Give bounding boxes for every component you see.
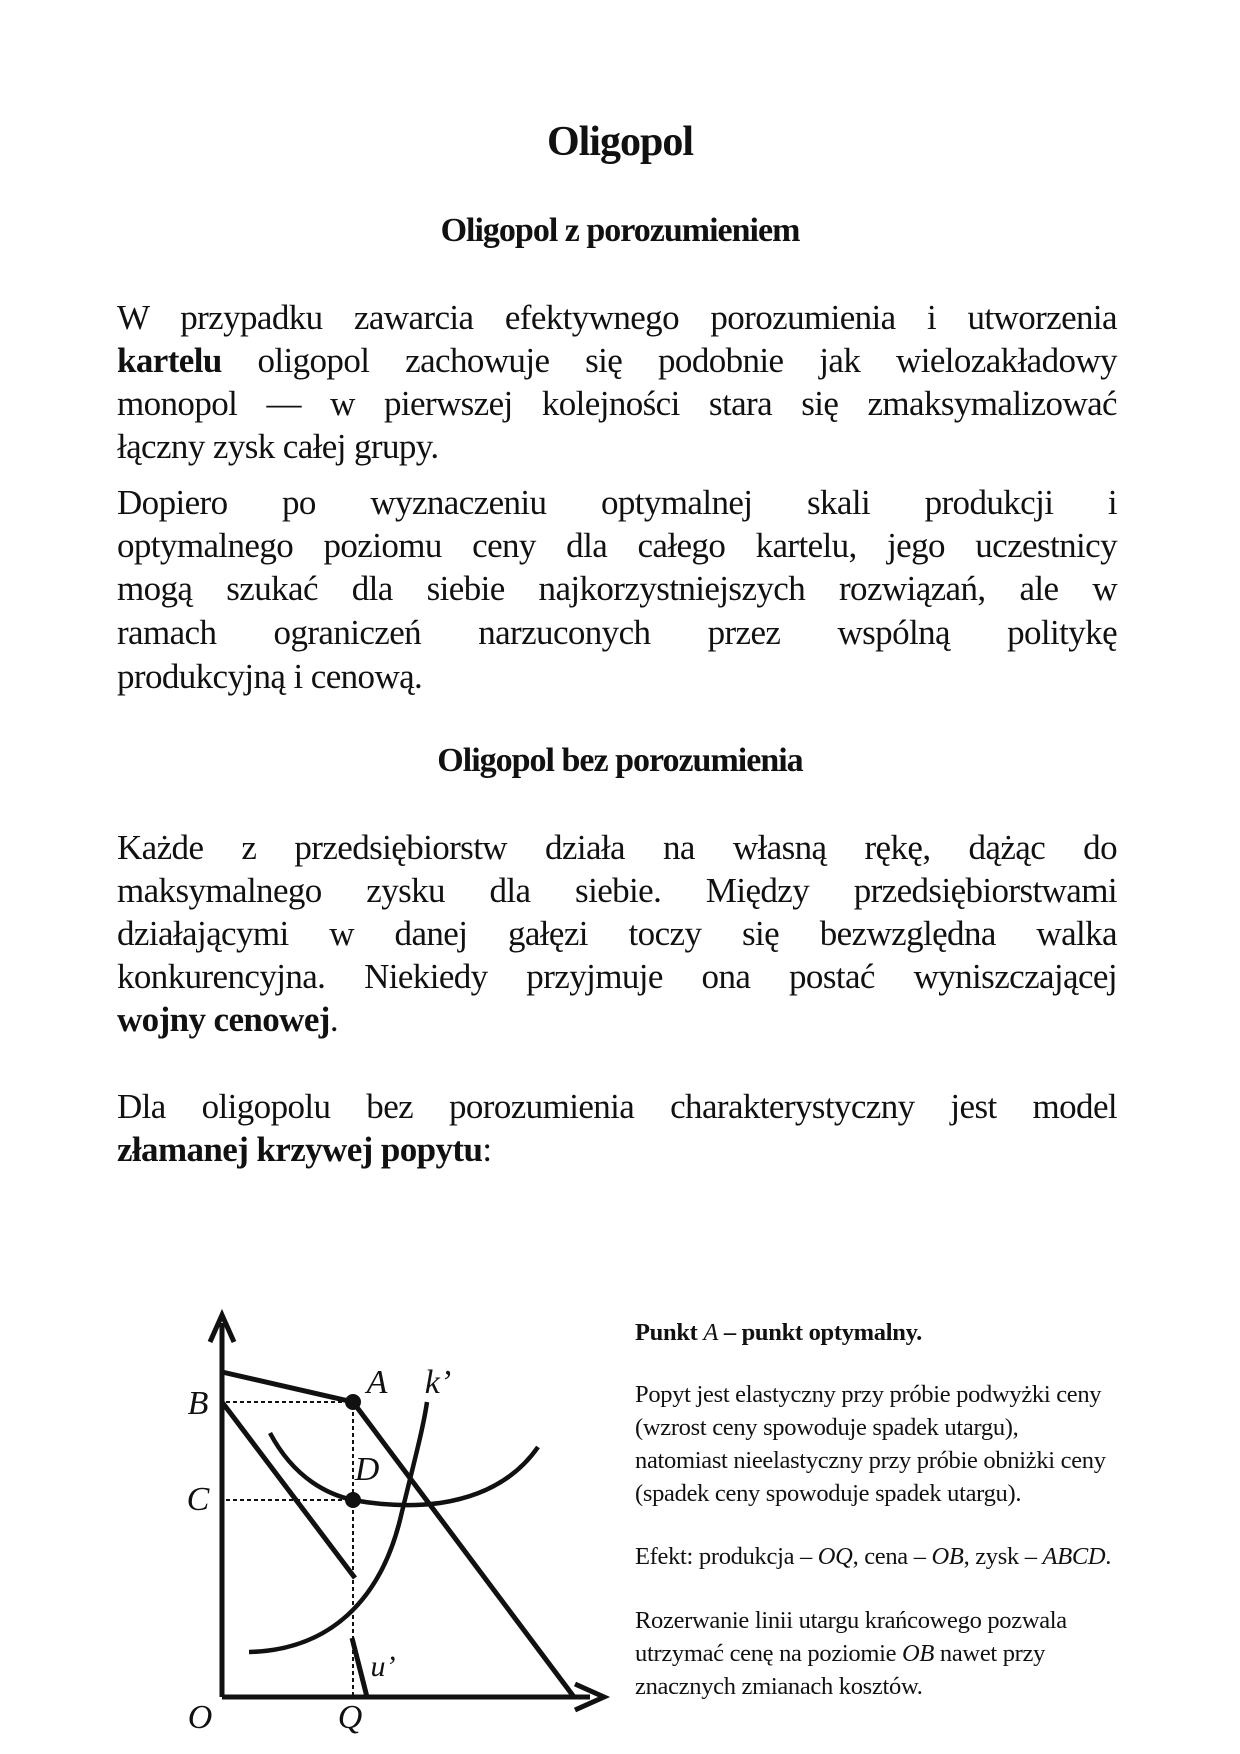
effect-text: Efekt: produkcja – [635,1543,818,1570]
label-C: C [186,1481,210,1518]
label-A: A [366,1364,388,1401]
paragraph-line: Każde z przedsiębiorstw działa na własną rękę, dążąc do [117,828,1117,867]
section-heading-with-agreement: Oligopol z porozumieniem [440,212,800,249]
paragraph-line: konkurencyjna. Niekiedy przyjmuje ona postać wyniszczającej [117,957,1117,996]
elasticity-line: natomiast nieelastyczny przy próbie obniżki ceny [635,1447,1106,1474]
paragraph-line: mogą szukać dla siebie najkorzystniejszych rozwiązań, ale w [117,569,1117,608]
break-text: nawet przy [934,1640,1046,1667]
heading-point: A [703,1319,718,1346]
paragraph-line: produkcyjną i cenową. [117,657,423,696]
paragraph-text: . [329,1000,339,1039]
effect-text: . [1105,1543,1112,1570]
heading-text: Punkt [635,1319,704,1346]
page-title: Oligopol [546,119,694,165]
paragraph-line: ramach ograniczeń narzuconych przez wspólną politykę [117,613,1117,652]
paragraph-line: Dopiero po wyznaczeniu optymalnej skali produkcji i [117,483,1117,522]
marginal-revenue-lower [352,1638,367,1697]
break-line: znacznych zmianach kosztów. [635,1673,923,1700]
label-D: D [354,1451,380,1488]
effect-profit: ABCD [1042,1543,1106,1570]
elasticity-line: (spadek ceny spowoduje spadek utargu). [635,1480,1022,1507]
paragraph-text: : [482,1130,492,1169]
break-line: Rozerwanie linii utargu krańcowego pozwala [635,1607,1067,1634]
marginal-revenue-upper [222,1402,355,1578]
paragraph-line: W przypadku zawarcia efektywnego porozumienia i utworzenia [117,298,1117,337]
break-price: OB [902,1640,935,1667]
heading-text: – punkt optymalny. [718,1319,922,1346]
paragraph-line: Dla oligopolu bez porozumienia charakterystyczny jest model [117,1087,1117,1126]
label-B: B [187,1385,209,1422]
elasticity-line: (wzrost ceny spowoduje spadek utargu), [635,1414,1019,1441]
point-A-marker [345,1394,361,1410]
effect-production: OQ [817,1543,853,1570]
point-D-marker [345,1492,361,1508]
paragraph-line: łączny zysk całej grupy. [117,427,439,466]
paragraph-line: maksymalnego zysku dla siebie. Między przedsiębiorstwami [117,871,1117,910]
label-Q: Q [337,1699,363,1736]
paragraph-line: działającymi w danej gałęzi toczy się bezwzględna walka [117,914,1117,953]
label-u-prime: u’ [370,1650,396,1683]
effect-text: , cena – [852,1543,932,1570]
paragraph-line: monopol — w pierwszej kolejności stara się zmaksymalizować [117,384,1117,423]
bold-term-kartel: kartelu [117,341,222,380]
label-O: O [187,1699,213,1736]
effect-price: OB [931,1543,964,1570]
optimal-point-heading [635,1316,922,1349]
label-k-prime: k’ [424,1364,452,1401]
paragraph-text: oligopol zachowuje się podobnie jak wielozakładowy [221,341,1117,380]
break-text: utrzymać cenę na poziomie [635,1640,903,1667]
effect-text: , zysk – [963,1543,1043,1570]
break-line [635,1637,1045,1670]
elasticity-line: Popyt jest elastyczny przy próbie podwyżki ceny [635,1381,1102,1408]
bold-term-kinked-demand: złamanej krzywej popytu [117,1130,483,1169]
paragraph-line: optymalnego poziomu ceny dla całego kartelu, jego uczestnicy [117,526,1117,565]
bold-term-price-war: wojny cenowej [117,1000,330,1039]
effect-line [635,1540,1111,1573]
section-heading-without-agreement: Oligopol bez porozumienia [437,742,803,779]
